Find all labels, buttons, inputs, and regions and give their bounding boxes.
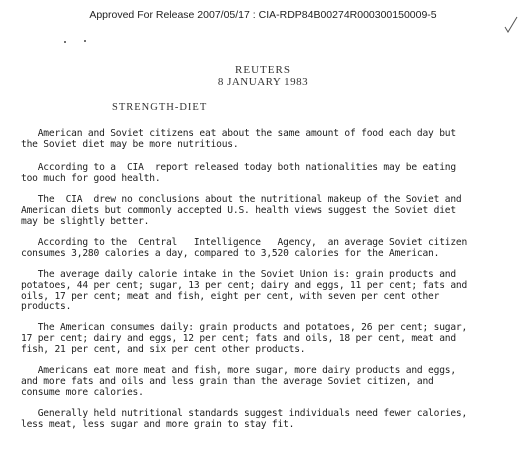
text-line: oils, 17 per cent; meat and fish, eight per cent, with seven per cent other [21,290,440,302]
paragraph [21,238,521,260]
paragraph [21,195,521,227]
text-line: less meat, less sugar and more grain to stay fit. [21,418,295,430]
text-line: the Soviet diet may be more nutritious. [21,138,239,150]
text-line: Americans eat more meat and fish, more sugar, more dairy products and eggs, [21,365,456,376]
text-line: may be slightly better. [21,215,150,227]
text-line: The CIA drew no conclusions about the nutritional makeup of the Soviet and [21,194,462,205]
paragraph [21,163,521,185]
text-line: consume more calories. [21,386,144,398]
checkmark-icon [504,16,518,34]
story-slug: STRENGTH-DIET [112,102,208,113]
wire-source: REUTERS [235,64,291,76]
text-line: products. [21,301,72,313]
text-line: American and Soviet citizens eat about the same amount of food each day but [21,128,456,139]
text-line: The American consumes daily: grain products and potatoes, 26 per cent; sugar, [21,322,468,333]
text-line: too much for good health. [21,172,161,184]
speck-mark [84,40,86,42]
text-line: consumes 3,280 calories a day, compared to 3,520 calories for the American. [21,247,440,259]
text-line: 17 per cent; dairy and eggs, 12 per cent; fats and oils, 18 per cent, meat and [21,332,456,344]
text-line: The average daily calorie intake in the Soviet Union is: grain products and [21,269,456,280]
release-header: Approved For Release 2007/05/17 : CIA-RDP84B00274R000300150009-5 [89,9,437,21]
paragraph [21,323,521,355]
paragraph [21,409,521,431]
text-line: Generally held nutritional standards suggest individuals need fewer calories, [21,408,468,419]
text-line: fish, 21 per cent, and six per cent other products. [21,343,306,355]
paragraph [21,270,521,313]
text-line: potatoes, 44 per cent; sugar, 13 per cent; dairy and eggs, 11 per cent; fats and [21,279,468,291]
dateline: 8 JANUARY 1983 [217,76,309,88]
speck-mark [64,41,66,43]
text-line: and more fats and oils and less grain than the average Soviet citizen, and [21,375,434,387]
text-line: According to the Central Intelligence Agency, an average Soviet citizen [21,237,468,248]
text-line: American diets but commonly accepted U.S. health views suggest the Soviet diet [21,204,456,216]
paragraph [21,129,521,151]
paragraph [21,366,521,398]
text-line: According to a CIA report released today both nationalities may be eating [21,162,456,173]
